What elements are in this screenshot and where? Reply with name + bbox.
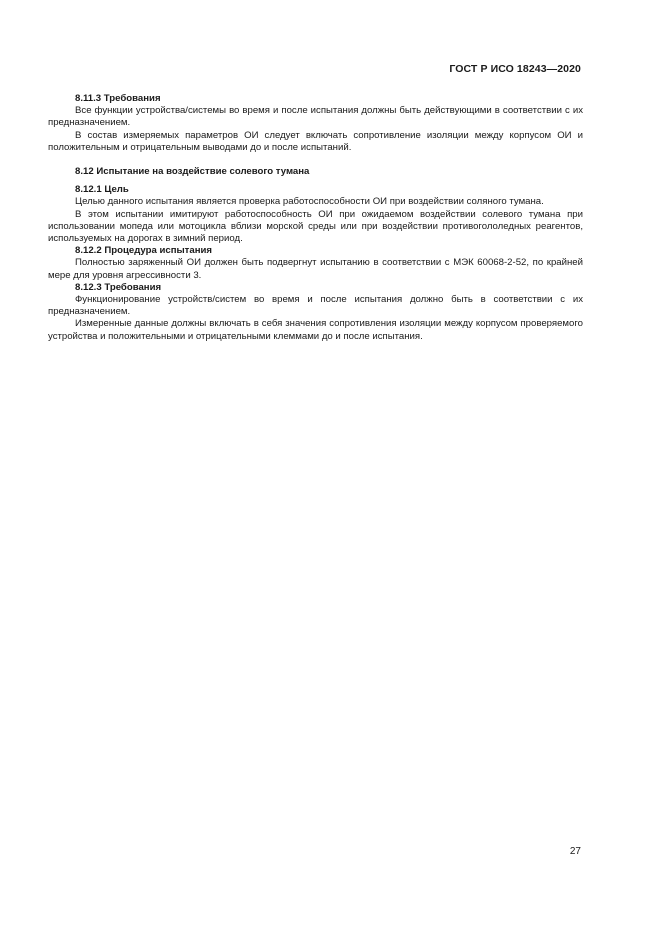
page-number: 27 [569,846,581,857]
paragraph: В этом испытании имитируют работоспособность ОИ при ожидаемом воздействии солевого тумана при использовании мопеда или мотоцикла вблизи морской среды или при воздействии противогололедных реагентов, используемых на дорогах в зимний период. [48,208,583,245]
section-heading-8-12-2: 8.12.2 Процедура испытания [75,245,213,257]
section-heading-8-11-3: 8.11.3 Требования [75,93,161,104]
section-heading-8-12: 8.12 Испытание на воздействие солевого тумана [75,166,310,178]
paragraph: Целью данного испытания является проверка работоспособности ОИ при воздействии соляного тумана. [75,196,544,208]
section-heading-8-12-3: 8.12.3 Требования [75,281,162,293]
section-heading-8-12-1: 8.12.1 Цель [75,184,129,196]
paragraph: Все функции устройства/системы во время и после испытания должны быть действующими в соответствии с их предназначением. [48,105,583,129]
document-standard-id: ГОСТ Р ИСО 18243—2020 [449,63,581,75]
paragraph: Полностью заряженный ОИ должен быть подвергнут испытанию в соответствии с МЭК 60068-2-52, по крайней мере для уровня агрессивности 3. [48,257,583,281]
paragraph: Измеренные данные должны включать в себя значения сопротивления изоляции между корпусом проверяемого устройства и положительными и отрицательными клеммами до и после испытания. [48,318,583,342]
page-body [48,93,583,343]
paragraph: В состав измеряемых параметров ОИ следует включать сопротивление изоляции между корпусом ОИ и положительным и отрицательным выводами до и после испытаний. [48,129,583,153]
paragraph: Функционирование устройств/систем во время и после испытания должно быть в соответствии с их предназначением. [48,294,583,318]
